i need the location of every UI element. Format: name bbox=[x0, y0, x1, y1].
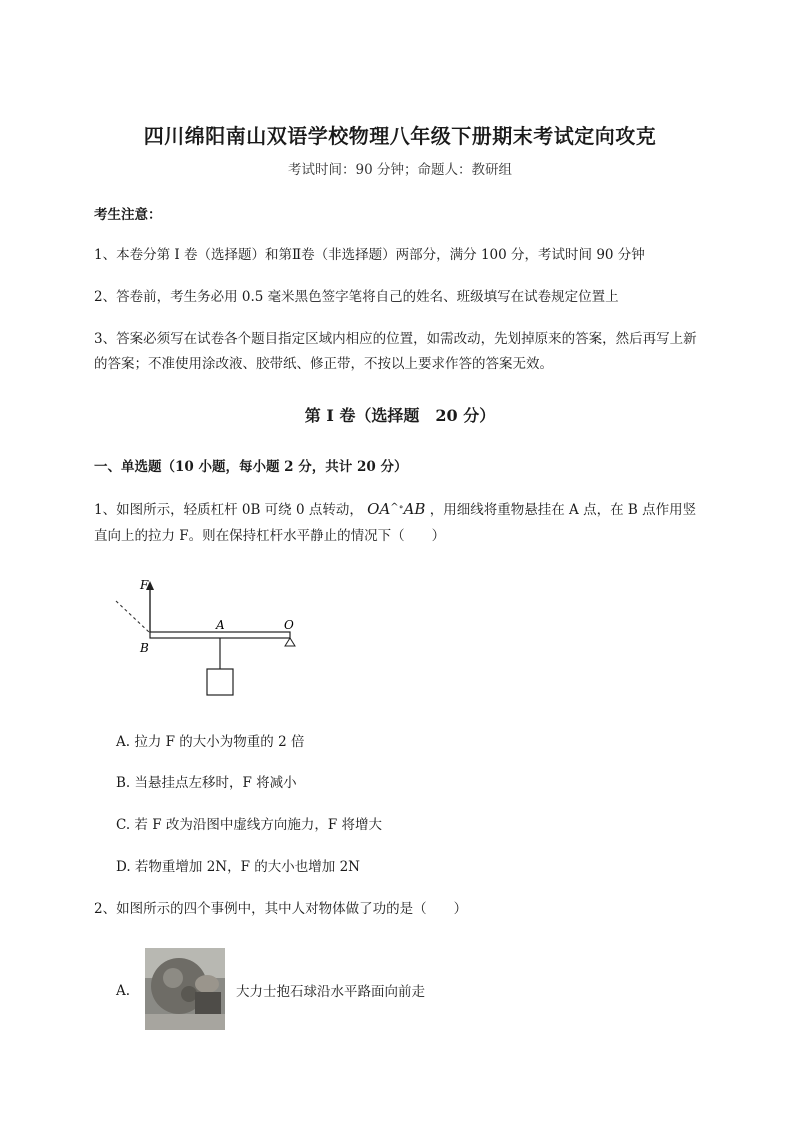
question-1-stem-part2: ，用细线将重物悬挂在 A 点，在 B 点作用竖直向上的拉力 F。则在保持杠杆水平静止的情况下（ ） bbox=[94, 502, 697, 544]
strongman-stone-photo bbox=[145, 948, 225, 1030]
section-subtitle: 一、单选题（10 小题，每小题 2 分，共计 20 分） bbox=[94, 459, 408, 475]
math-ab: AB bbox=[403, 500, 426, 518]
label-f: F bbox=[140, 578, 149, 592]
question-1-option-a[interactable]: A. 拉力 F 的大小为物重的 2 倍 bbox=[116, 734, 305, 750]
pivot-triangle bbox=[285, 638, 295, 646]
label-a: A bbox=[216, 618, 225, 632]
question-1-stem bbox=[94, 495, 706, 549]
math-oa: OA bbox=[367, 500, 391, 518]
notice-heading: 考生注意： bbox=[94, 207, 162, 223]
question-1-option-b[interactable]: B. 当悬挂点左移时，F 将减小 bbox=[116, 775, 297, 791]
label-b: B bbox=[140, 641, 149, 655]
lever-bar bbox=[150, 632, 290, 638]
question-2-stem: 2、如图所示的四个事例中，其中人对物体做了功的是（ ） bbox=[94, 901, 468, 917]
question-2-option-a-text[interactable]: 大力士抱石球沿水平路面向前走 bbox=[236, 984, 425, 1000]
exam-title: 四川绵阳南山双语学校物理八年级下册期末考试定向攻克 bbox=[143, 124, 657, 148]
lever-diagram bbox=[110, 575, 310, 705]
dashed-direction-line bbox=[116, 601, 150, 633]
notice-item-2: 2、答卷前，考生务必用 0.5 毫米黑色签字笔将自己的姓名、班级填写在试卷规定位置上 bbox=[94, 289, 619, 305]
notice-item-3: 3、答案必须写在试卷各个题目指定区域内相应的位置，如需改动，先划掉原来的答案，然后再写上新的答案；不准使用涂改液、胶带纸、修正带，不按以上要求作答的答案无效。 bbox=[94, 331, 697, 372]
question-1-stem-part1: 1、如图所示，轻质杠杆 0B 可绕 0 点转动， bbox=[94, 502, 363, 518]
notice-item-1: 1、本卷分第 I 卷（选择题）和第Ⅱ卷（非选择题）两部分，满分 100 分，考试时间 90 分钟 bbox=[94, 247, 645, 263]
question-1-option-c[interactable]: C. 若 F 改为沿图中虚线方向施力，F 将增大 bbox=[116, 817, 383, 833]
section-title: 第 I 卷（选择题 20 分） bbox=[304, 406, 496, 425]
exam-subtitle: 考试时间：90 分钟；命题人：教研组 bbox=[288, 162, 512, 178]
hanging-weight bbox=[207, 669, 233, 695]
label-o: O bbox=[284, 618, 294, 632]
math-symbol: ^∘ bbox=[390, 502, 404, 513]
question-2-option-a-label[interactable]: A. bbox=[116, 983, 131, 999]
question-1-option-d[interactable]: D. 若物重增加 2N，F 的大小也增加 2N bbox=[116, 859, 360, 875]
